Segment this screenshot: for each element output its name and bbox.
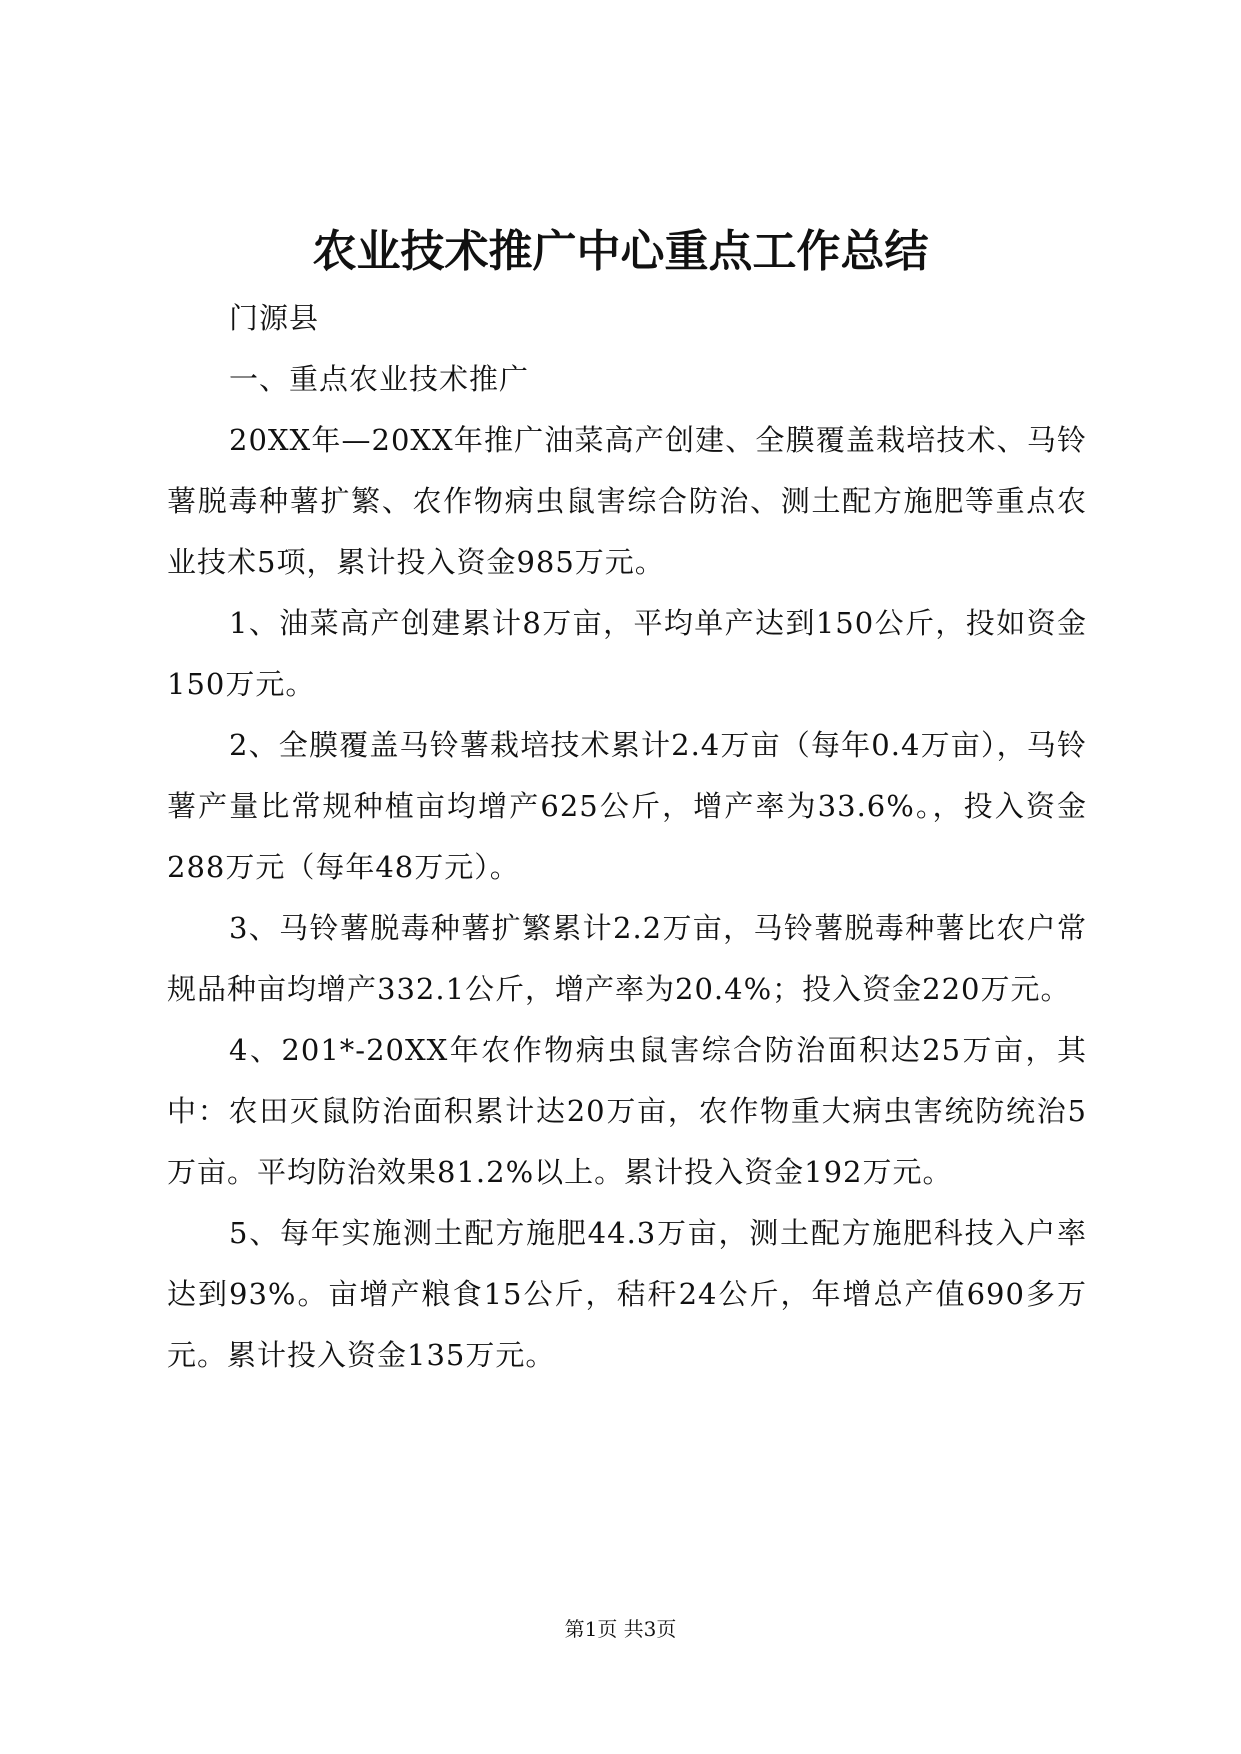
county-name: 门源县	[229, 301, 320, 335]
body-paragraph: 20XX年—20XX年推广油菜高产创建、全膜覆盖栽培技术、马铃薯脱毒种薯扩繁、农作物病虫鼠害综合防治、测土配方施肥等重点农业技术5项，累计投入资金985万元。	[167, 423, 1087, 579]
section-heading: 一、重点农业技术推广	[229, 362, 530, 396]
document-body	[167, 288, 1087, 1386]
page-number-footer: 第1页 共3页	[564, 1617, 677, 1641]
body-paragraph: 4、201*-20XX年农作物病虫鼠害综合防治面积达25万亩，其中：农田灭鼠防治面积累计达20万亩，农作物重大病虫害统防统治5万亩。平均防治效果81.2%以上。累计投入资金192万元。	[167, 1033, 1087, 1189]
body-paragraph: 5、每年实施测土配方施肥44.3万亩，测土配方施肥科技入户率达到93%。亩增产粮食15公斤，秸秆24公斤，年增总产值690多万元。累计投入资金135万元。	[167, 1216, 1087, 1372]
body-paragraph: 1、油菜高产创建累计8万亩，平均单产达到150公斤，投如资金150万元。	[167, 606, 1087, 701]
document-title: 农业技术推广中心重点工作总结	[312, 226, 929, 277]
body-paragraph: 2、全膜覆盖马铃薯栽培技术累计2.4万亩（每年0.4万亩），马铃薯产量比常规种植亩均增产625公斤，增产率为33.6%。，投入资金288万元（每年48万元）。	[167, 728, 1087, 884]
body-paragraph: 3、马铃薯脱毒种薯扩繁累计2.2万亩，马铃薯脱毒种薯比农户常规品种亩均增产332.1公斤，增产率为20.4%；投入资金220万元。	[167, 911, 1087, 1006]
